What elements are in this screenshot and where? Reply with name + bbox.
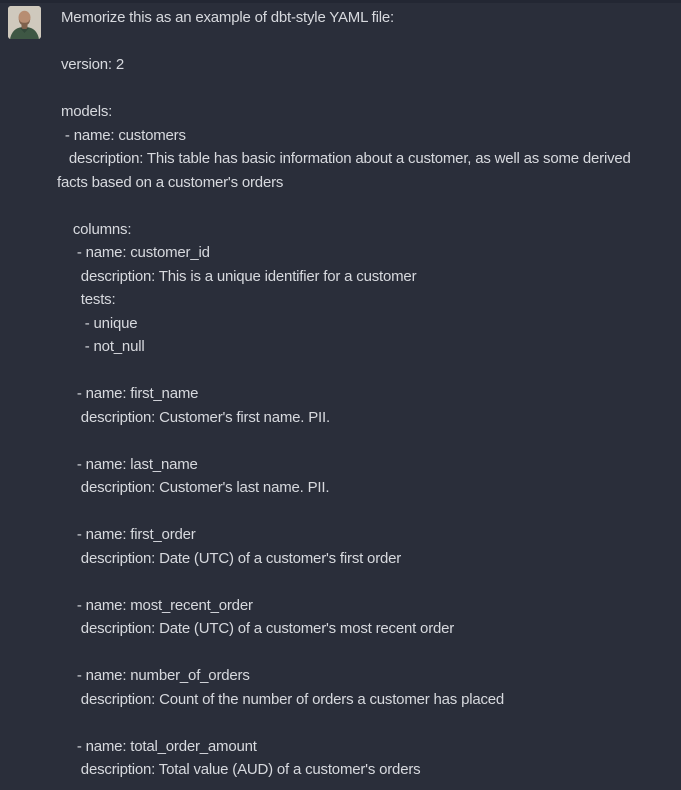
message-line <box>57 194 681 218</box>
message-line: version: 2 <box>57 56 124 73</box>
message-line <box>57 711 681 735</box>
message-line <box>57 570 681 594</box>
message-line <box>57 429 681 453</box>
message-line: description: This is a unique identifier for a customer <box>57 267 417 285</box>
message-line <box>57 30 681 54</box>
message-line: columns: <box>57 220 132 238</box>
message-line: description: Date (UTC) of a customer's first order <box>57 549 402 567</box>
user-avatar-image <box>8 6 41 39</box>
message-line: - name: most_recent_order <box>57 596 253 614</box>
message-line: - name: customer_id <box>57 244 210 261</box>
message-line: - name: first_name <box>57 385 199 402</box>
message-line: models: <box>57 103 113 120</box>
message-line: description: Date (UTC) of a customer's most recent order <box>57 620 455 637</box>
message-line: - name: last_name <box>57 455 198 473</box>
message-line <box>57 359 681 383</box>
message-line: Memorize this as an example of dbt-style YAML file: <box>57 9 394 26</box>
message-line: - not_null <box>57 338 145 355</box>
message-line <box>57 500 681 524</box>
message-line: - name: total_order_amount <box>57 737 257 755</box>
turn-divider <box>0 0 681 3</box>
message-line: - name: number_of_orders <box>57 667 250 684</box>
message-line: description: Customer's first name. PII. <box>57 408 330 426</box>
message-line: description: Total value (AUD) of a customer's orders <box>57 761 421 778</box>
message-line: description: Count of the number of orders a customer has placed <box>57 690 505 708</box>
message-line <box>57 641 681 665</box>
message-line <box>57 77 681 101</box>
message-line: - name: customers <box>57 126 186 144</box>
message-line: tests: <box>57 291 116 308</box>
message-line: - unique <box>57 314 138 332</box>
message-line: description: Customer's last name. PII. <box>57 479 330 496</box>
message-body <box>57 6 681 782</box>
user-avatar <box>8 6 41 39</box>
message-line: description: This table has basic information about a customer, as well as some derived <box>57 150 631 167</box>
message-line: - name: first_order <box>57 526 196 543</box>
message-line: facts based on a customer's orders <box>57 173 284 191</box>
